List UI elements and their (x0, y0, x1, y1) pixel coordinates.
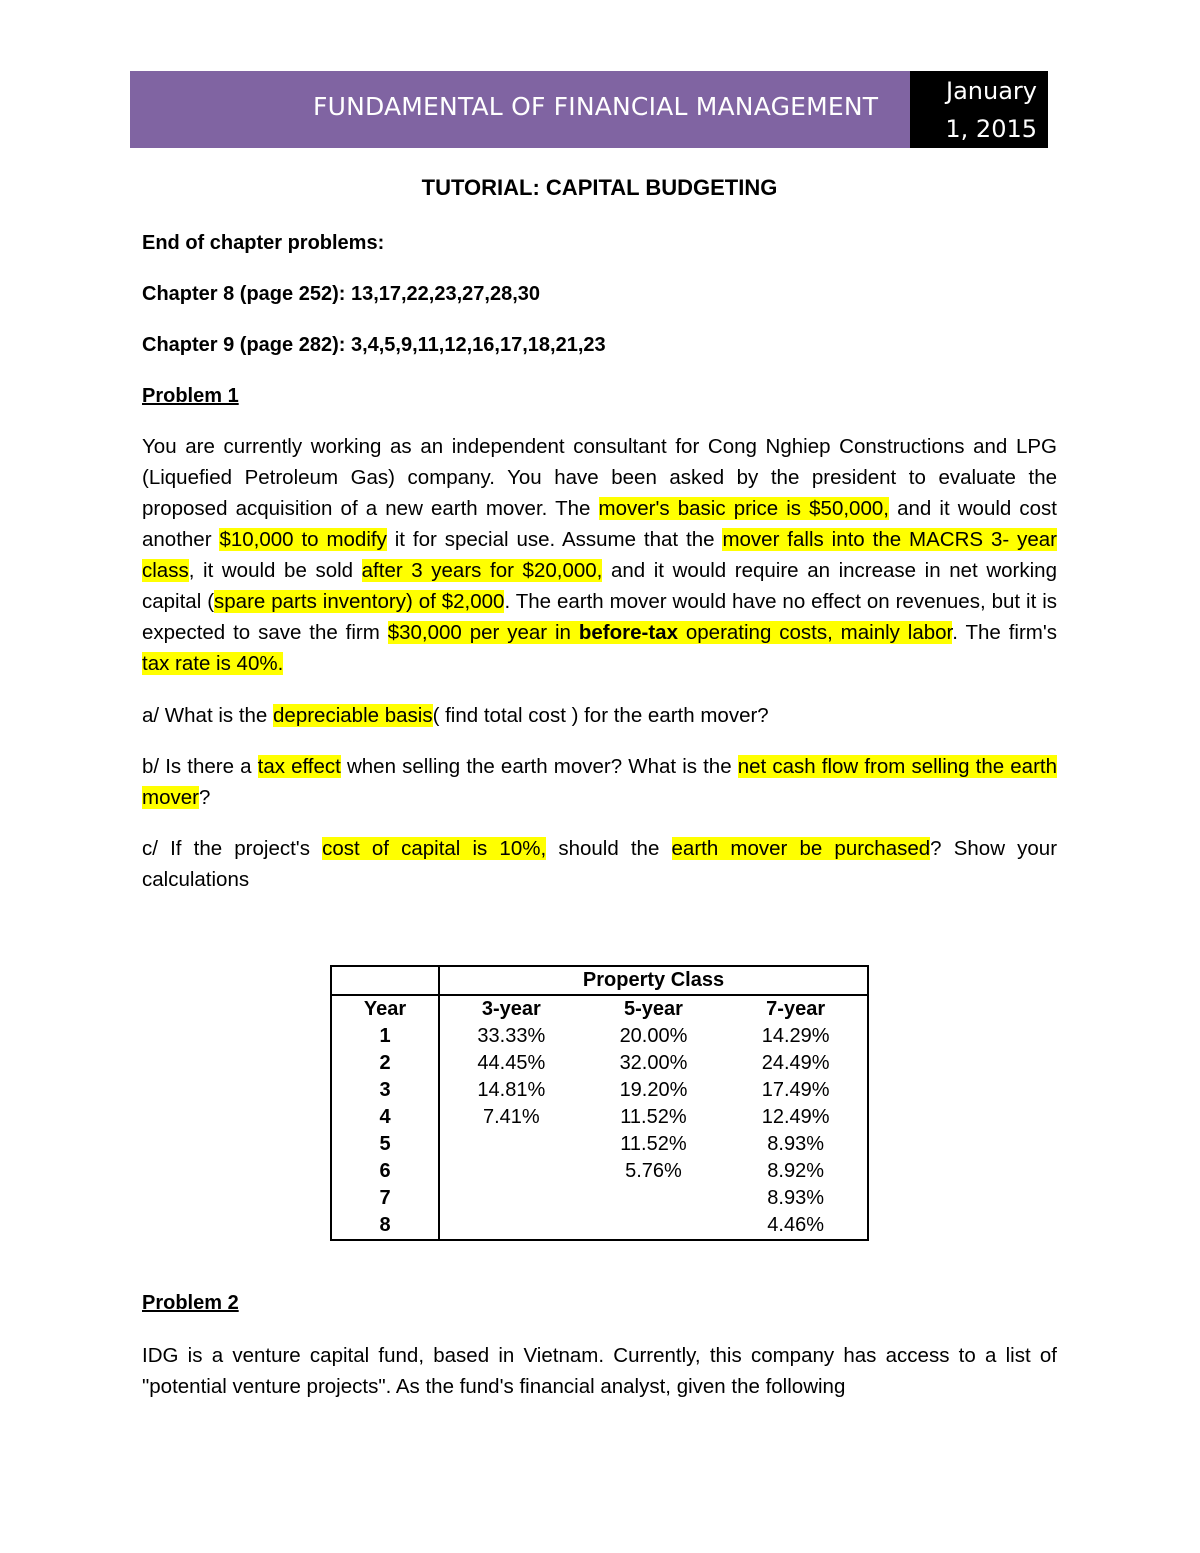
table-header-row (331, 995, 868, 1023)
problem-1-text: You are currently working as an independent consultant for Cong Nghiep Constructions and LPG (Liquefied Petroleum Gas) company. You have been asked by the president to evaluate the proposed acquisition of a new earth mover. The mover's basic price is $50,000, and it would cost another $10,000 to modify it for special use. Assume that the mover falls into the MACRS 3- year class, it would be sold after 3 years for $20,000, and it would require an increase in net working capital (spare parts inventory) of $2,000. The earth mover would have no effect on revenues, but it is expected to save the firm $30,000 per year in before-tax operating costs, mainly labor. The firm's tax rate is 40%. (142, 435, 1058, 675)
question-a: a/ What is the depreciable basis( find total cost ) for the earth mover? (142, 704, 769, 727)
highlight: $30,000 per year in (387, 621, 579, 644)
table-corner-cell (331, 966, 439, 995)
highlight: mover falls into the MACRS 3- year class (142, 528, 1057, 582)
header-title: FUNDAMENTAL OF FINANCIAL MANAGEMENT (313, 92, 879, 121)
header-date (910, 71, 1048, 148)
highlight: mover's basic price is $50,000, (598, 497, 889, 520)
question-b: b/ Is there a tax effect when selling the earth mover? What is the net cash flow from selling the earth mover? (142, 755, 1058, 809)
col-header-7-year: 7-year (766, 998, 826, 1020)
highlight: earth mover be purchased (671, 837, 931, 860)
highlight-bold: before-tax (578, 621, 678, 644)
highlight: tax rate is 40%. (142, 652, 284, 675)
highlight: $10,000 to modify (219, 528, 387, 551)
highlight: cost of capital is 10%, (322, 837, 547, 860)
col-header-year: Year (331, 995, 439, 1023)
problem-2-heading: Problem 2 (142, 1292, 239, 1314)
chapter-9-problems: Chapter 9 (page 282): 3,4,5,9,11,12,16,17,18,21,23 (142, 334, 606, 356)
table-row: 5 11.52% 8.93% (331, 1131, 868, 1158)
header-date-line1: January (946, 77, 1037, 105)
page-title: TUTORIAL: CAPITAL BUDGETING (421, 175, 778, 200)
highlight: spare parts inventory) of $2,000 (214, 590, 505, 613)
table-row: 6 5.76% 8.92% (331, 1158, 868, 1185)
property-class-header: Property Class (439, 966, 868, 995)
table-row: 2 44.45% 32.00% 24.49% (331, 1050, 868, 1077)
problem-2-text: IDG is a venture capital fund, based in Vietnam. Currently, this company has access to a list of "potential venture projects". As the fund's financial analyst, given the following (142, 1344, 1057, 1398)
table-row: 7 8.93% (331, 1185, 868, 1212)
table-row: 1 33.33% 20.00% 14.29% (331, 1023, 868, 1050)
macrs-depreciation-table (330, 965, 869, 1241)
col-header-5-year: 5-year (624, 998, 683, 1020)
highlight: depreciable basis (273, 704, 433, 727)
header-date-line2: 1, 2015 (945, 115, 1037, 143)
highlight: operating costs, mainly labor (677, 621, 953, 644)
highlight: tax effect (257, 755, 341, 778)
table-row: 3 14.81% 19.20% 17.49% (331, 1077, 868, 1104)
question-c: c/ If the project's cost of capital is 10%, should the earth mover be purchased? Show your calculations (142, 837, 1058, 891)
col-header-3-year: 3-year (481, 998, 541, 1020)
table-row: 4 7.41% 11.52% 12.49% (331, 1104, 868, 1131)
chapter-8-problems: Chapter 8 (page 252): 13,17,22,23,27,28,30 (142, 283, 541, 305)
end-of-chapter-label: End of chapter problems: (142, 232, 385, 254)
highlight: after 3 years for $20,000, (361, 559, 603, 582)
problem-1-heading: Problem 1 (142, 385, 239, 407)
table-group-header-row (331, 966, 868, 995)
table-row: 8 4.46% (331, 1212, 868, 1240)
highlight: net cash flow from selling the earth mover (142, 755, 1058, 809)
